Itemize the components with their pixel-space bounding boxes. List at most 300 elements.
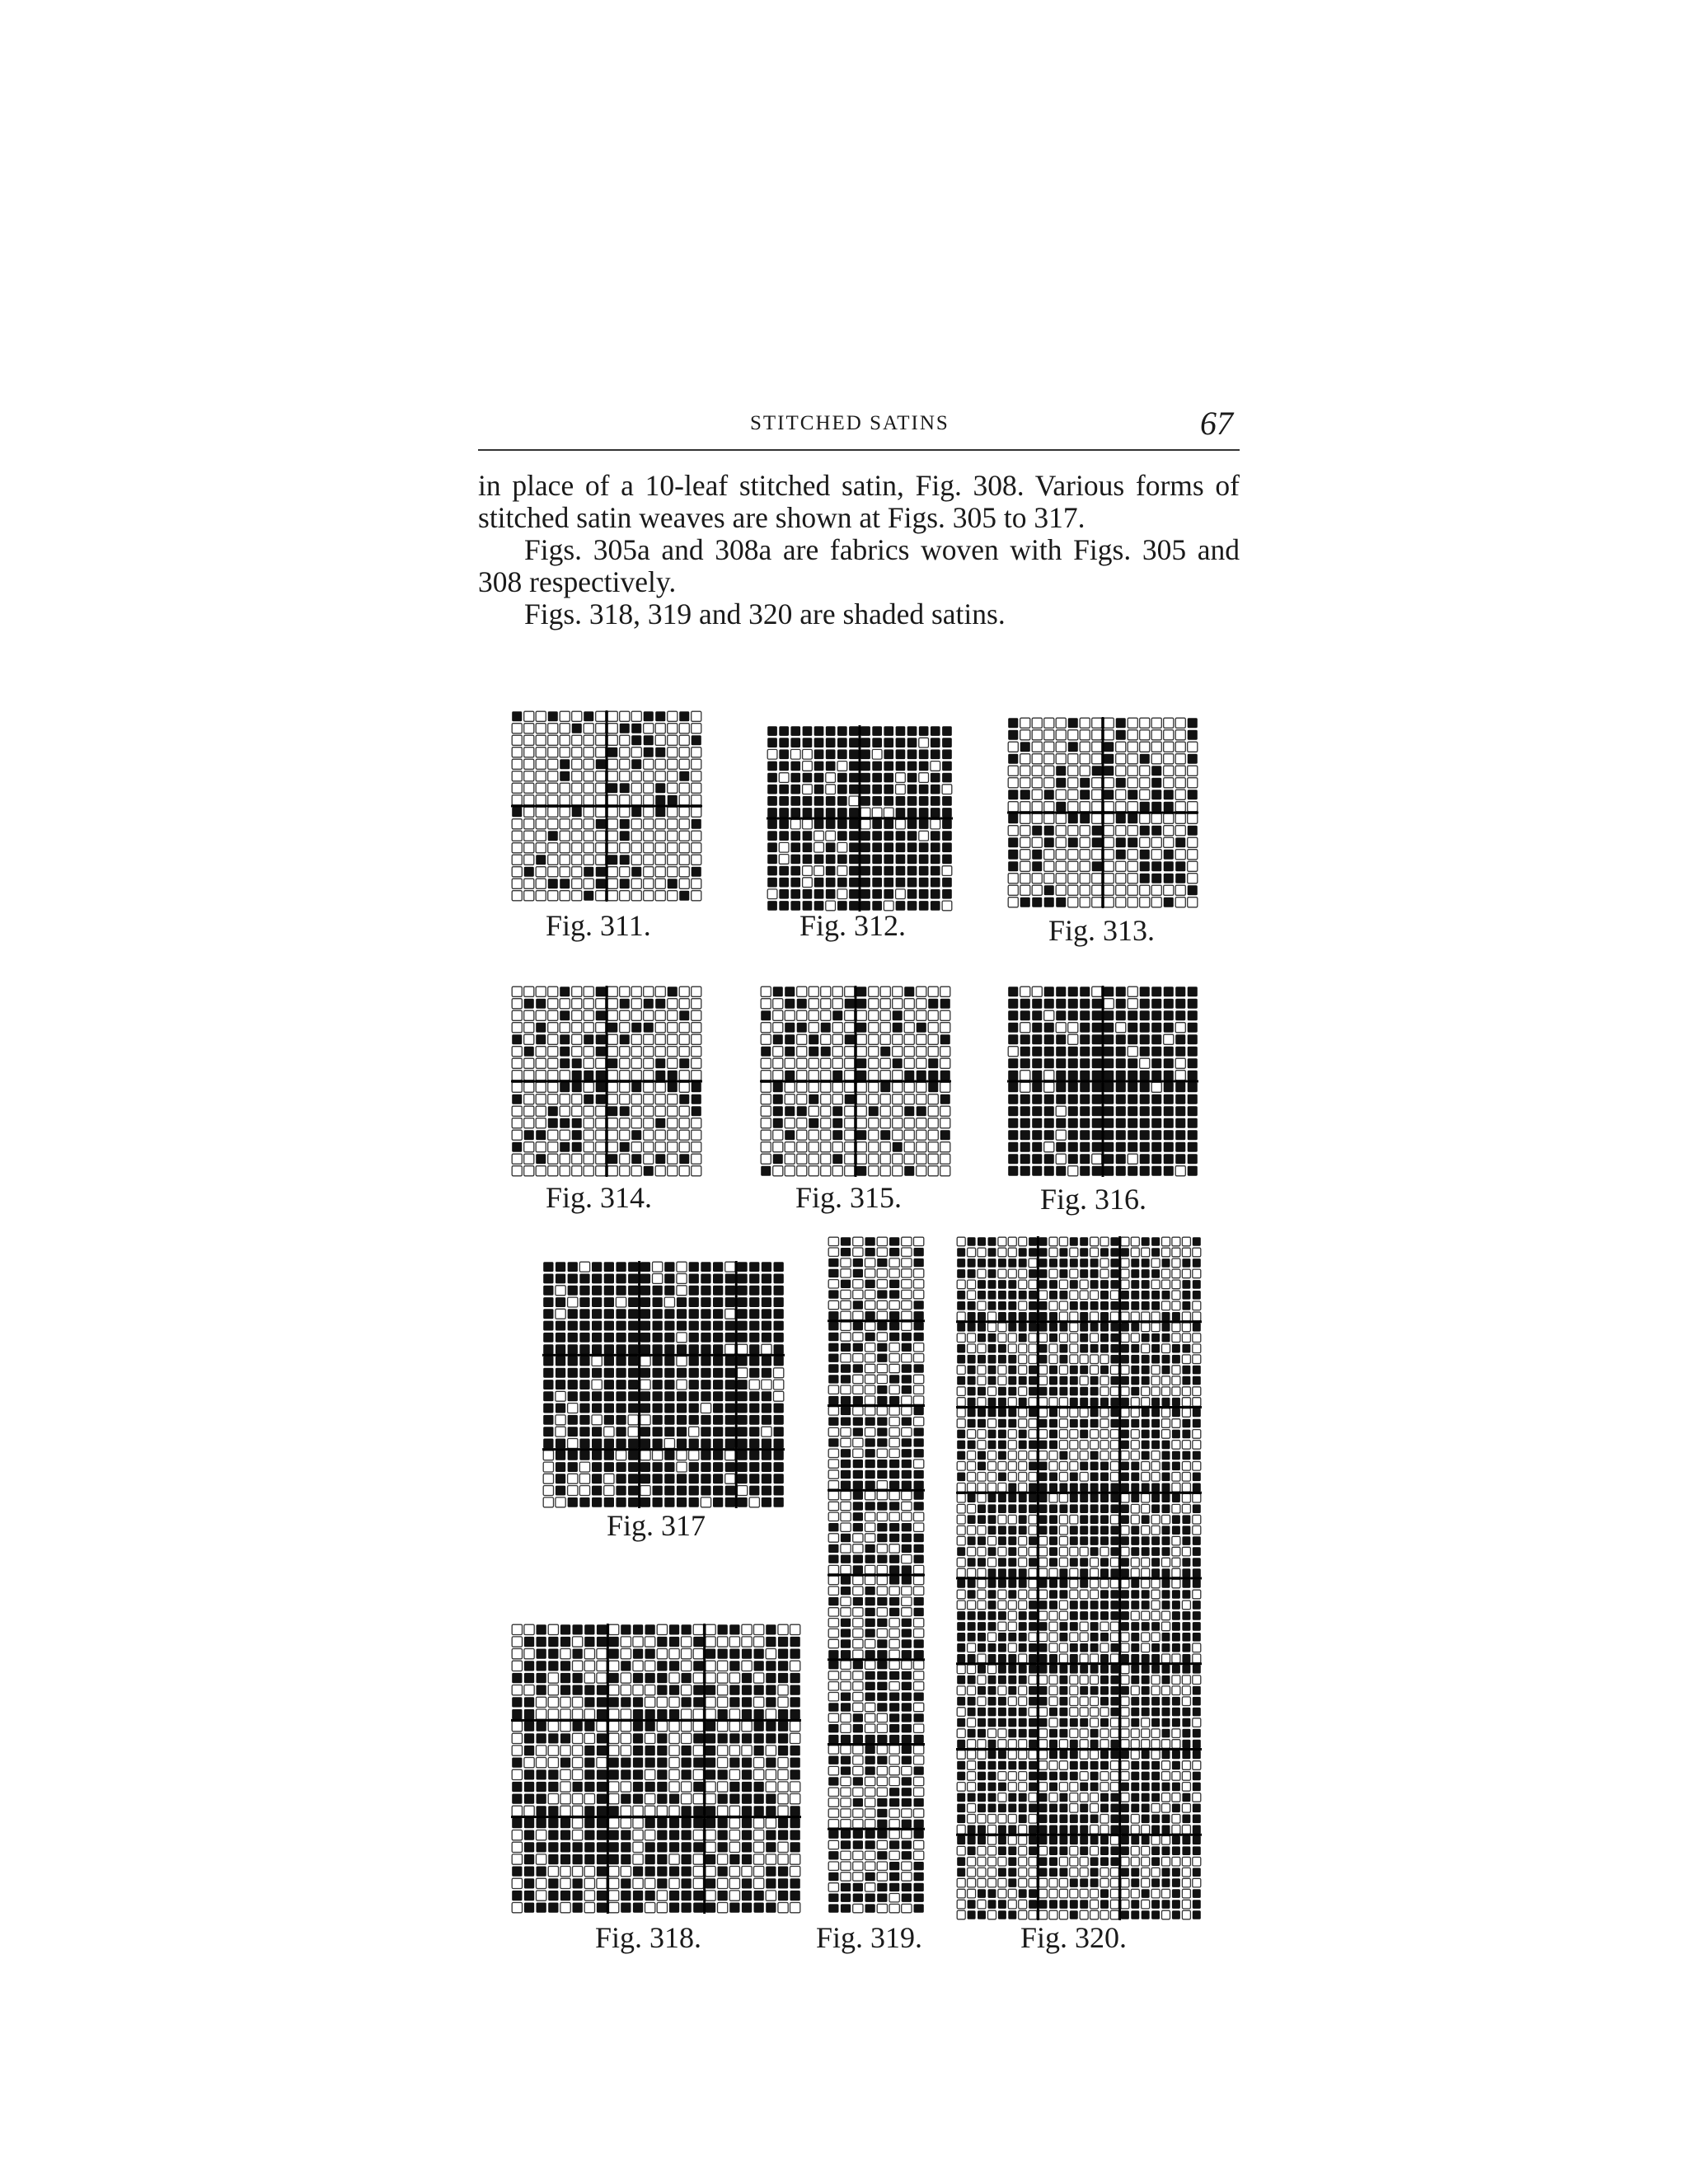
empty-cell bbox=[1049, 1493, 1057, 1502]
filled-cell bbox=[865, 1671, 875, 1680]
filled-cell bbox=[693, 1782, 703, 1792]
empty-cell bbox=[1172, 1473, 1180, 1482]
empty-cell bbox=[572, 711, 582, 721]
empty-cell bbox=[655, 724, 665, 733]
filled-cell bbox=[957, 1740, 965, 1749]
empty-cell bbox=[790, 819, 800, 829]
filled-cell bbox=[1110, 1815, 1118, 1824]
filled-cell bbox=[762, 1333, 771, 1343]
empty-cell bbox=[865, 1809, 875, 1817]
empty-cell bbox=[604, 1474, 614, 1483]
filled-cell bbox=[762, 1286, 771, 1296]
empty-cell bbox=[1070, 1291, 1078, 1300]
empty-cell bbox=[821, 1130, 831, 1140]
empty-cell bbox=[572, 1023, 582, 1033]
empty-cell bbox=[1080, 1291, 1088, 1300]
filled-cell bbox=[1131, 1665, 1139, 1674]
filled-cell bbox=[865, 1735, 875, 1743]
empty-cell bbox=[968, 1718, 976, 1727]
filled-cell bbox=[1059, 1697, 1067, 1706]
filled-cell bbox=[914, 1470, 924, 1479]
empty-cell bbox=[1142, 1504, 1150, 1513]
empty-cell bbox=[1080, 826, 1090, 836]
filled-cell bbox=[560, 1854, 570, 1864]
empty-cell bbox=[778, 1624, 788, 1634]
empty-cell bbox=[778, 1854, 788, 1864]
filled-cell bbox=[828, 1354, 838, 1362]
empty-cell bbox=[607, 724, 617, 733]
empty-cell bbox=[902, 1237, 912, 1245]
filled-cell bbox=[718, 1891, 728, 1900]
filled-cell bbox=[560, 1685, 570, 1695]
filled-cell bbox=[657, 1830, 667, 1840]
empty-cell bbox=[512, 735, 522, 745]
filled-cell bbox=[998, 1419, 1006, 1428]
empty-cell bbox=[1100, 1878, 1109, 1887]
empty-cell bbox=[880, 1023, 890, 1033]
filled-cell bbox=[931, 749, 940, 759]
empty-cell bbox=[978, 1248, 986, 1257]
filled-cell bbox=[889, 1703, 899, 1711]
empty-cell bbox=[1131, 1740, 1139, 1749]
filled-cell bbox=[1193, 1686, 1201, 1695]
empty-cell bbox=[524, 1154, 534, 1164]
filled-cell bbox=[664, 1486, 674, 1496]
filled-cell bbox=[826, 866, 836, 876]
filled-cell bbox=[841, 1703, 851, 1711]
empty-cell bbox=[609, 1733, 619, 1743]
empty-cell bbox=[919, 831, 929, 841]
filled-cell bbox=[1090, 1387, 1099, 1396]
empty-cell bbox=[853, 1693, 863, 1701]
filled-cell bbox=[737, 1451, 747, 1460]
filled-cell bbox=[1029, 1622, 1037, 1631]
filled-cell bbox=[1056, 1094, 1066, 1104]
filled-cell bbox=[790, 726, 800, 736]
empty-cell bbox=[845, 1047, 855, 1057]
filled-cell bbox=[754, 1794, 764, 1804]
filled-cell bbox=[1121, 1825, 1129, 1835]
empty-cell bbox=[512, 724, 522, 733]
filled-cell bbox=[664, 1415, 674, 1425]
filled-cell bbox=[537, 1794, 546, 1804]
empty-cell bbox=[1110, 1718, 1118, 1727]
empty-cell bbox=[536, 1058, 546, 1068]
empty-cell bbox=[620, 1047, 630, 1057]
filled-cell bbox=[779, 785, 789, 794]
empty-cell bbox=[809, 987, 818, 996]
empty-cell bbox=[718, 1806, 728, 1816]
filled-cell bbox=[1131, 1301, 1139, 1310]
empty-cell bbox=[914, 1746, 924, 1754]
filled-cell bbox=[584, 1854, 594, 1864]
filled-cell bbox=[902, 1735, 912, 1743]
filled-cell bbox=[604, 1321, 614, 1331]
filled-cell bbox=[628, 1286, 638, 1296]
filled-cell bbox=[998, 1301, 1006, 1310]
filled-cell bbox=[664, 1357, 674, 1366]
empty-cell bbox=[778, 1903, 788, 1913]
filled-cell bbox=[1080, 1825, 1088, 1835]
filled-cell bbox=[1121, 1483, 1129, 1493]
filled-cell bbox=[978, 1462, 986, 1471]
filled-cell bbox=[1080, 1558, 1088, 1567]
filled-cell bbox=[828, 1375, 838, 1383]
filled-cell bbox=[1110, 1601, 1118, 1610]
empty-cell bbox=[1162, 1558, 1170, 1567]
empty-cell bbox=[1059, 1408, 1067, 1418]
empty-cell bbox=[607, 1082, 617, 1092]
empty-cell bbox=[1164, 885, 1174, 895]
filled-cell bbox=[907, 889, 917, 899]
filled-cell bbox=[841, 1449, 851, 1457]
empty-cell bbox=[1032, 742, 1042, 752]
empty-cell bbox=[914, 1619, 924, 1627]
empty-cell bbox=[512, 1769, 522, 1779]
filled-cell bbox=[573, 1854, 583, 1864]
filled-cell bbox=[621, 1903, 631, 1913]
empty-cell bbox=[1039, 1708, 1048, 1717]
empty-cell bbox=[1128, 874, 1137, 883]
filled-cell bbox=[1193, 1815, 1201, 1824]
filled-cell bbox=[609, 1769, 619, 1779]
filled-cell bbox=[664, 1344, 674, 1354]
filled-cell bbox=[1104, 1034, 1114, 1044]
filled-cell bbox=[856, 999, 866, 1009]
empty-cell bbox=[877, 1449, 887, 1457]
empty-cell bbox=[548, 1047, 558, 1057]
empty-cell bbox=[1008, 1697, 1016, 1706]
empty-cell bbox=[914, 1354, 924, 1362]
empty-cell bbox=[644, 1118, 654, 1128]
empty-cell bbox=[556, 1286, 565, 1296]
empty-cell bbox=[914, 1396, 924, 1404]
filled-cell bbox=[957, 1441, 965, 1450]
filled-cell bbox=[914, 1820, 924, 1828]
empty-cell bbox=[790, 1722, 800, 1732]
empty-cell bbox=[1104, 885, 1114, 895]
filled-cell bbox=[729, 1758, 739, 1768]
empty-cell bbox=[828, 1671, 838, 1680]
empty-cell bbox=[706, 1661, 715, 1671]
empty-cell bbox=[869, 999, 879, 1009]
filled-cell bbox=[597, 1685, 607, 1695]
filled-cell bbox=[1049, 1579, 1057, 1588]
filled-cell bbox=[828, 1322, 838, 1330]
empty-cell bbox=[754, 1878, 764, 1888]
filled-cell bbox=[1092, 1166, 1102, 1176]
empty-cell bbox=[592, 1357, 602, 1366]
filled-cell bbox=[1182, 1622, 1190, 1631]
empty-cell bbox=[584, 1878, 594, 1888]
empty-cell bbox=[877, 1565, 887, 1573]
filled-cell bbox=[872, 726, 882, 736]
empty-cell bbox=[1029, 1526, 1037, 1535]
filled-cell bbox=[849, 855, 859, 865]
filled-cell bbox=[826, 842, 836, 852]
filled-cell bbox=[1019, 1633, 1027, 1642]
empty-cell bbox=[1019, 1686, 1027, 1695]
empty-cell bbox=[1110, 1558, 1118, 1567]
filled-cell bbox=[1019, 1398, 1027, 1407]
filled-cell bbox=[907, 785, 917, 794]
empty-cell bbox=[1044, 1071, 1054, 1080]
empty-cell bbox=[572, 843, 582, 853]
filled-cell bbox=[609, 1806, 619, 1816]
empty-cell bbox=[548, 1023, 558, 1033]
filled-cell bbox=[853, 1894, 863, 1902]
empty-cell bbox=[914, 1756, 924, 1765]
filled-cell bbox=[1182, 1366, 1190, 1375]
empty-cell bbox=[1172, 1568, 1180, 1577]
filled-cell bbox=[692, 1106, 701, 1116]
filled-cell bbox=[968, 1910, 976, 1919]
empty-cell bbox=[845, 1154, 855, 1164]
filled-cell bbox=[1151, 1094, 1161, 1104]
empty-cell bbox=[902, 1766, 912, 1774]
filled-cell bbox=[978, 1633, 986, 1642]
empty-cell bbox=[669, 1673, 679, 1683]
empty-cell bbox=[1019, 1473, 1027, 1482]
filled-cell bbox=[1080, 1023, 1090, 1033]
empty-cell bbox=[869, 1010, 879, 1020]
filled-cell bbox=[668, 795, 678, 805]
empty-cell bbox=[620, 1071, 630, 1080]
filled-cell bbox=[572, 807, 582, 817]
filled-cell bbox=[767, 773, 777, 783]
filled-cell bbox=[1029, 1772, 1037, 1781]
filled-cell bbox=[749, 1297, 759, 1307]
filled-cell bbox=[1008, 1280, 1016, 1289]
filled-cell bbox=[902, 1470, 912, 1479]
filled-cell bbox=[865, 1470, 875, 1479]
filled-cell bbox=[584, 711, 593, 721]
empty-cell bbox=[889, 1756, 899, 1765]
filled-cell bbox=[725, 1297, 735, 1307]
filled-cell bbox=[616, 1368, 626, 1378]
filled-cell bbox=[592, 1391, 602, 1401]
empty-cell bbox=[1164, 730, 1174, 740]
empty-cell bbox=[572, 1154, 582, 1164]
filled-cell bbox=[762, 1462, 771, 1472]
filled-cell bbox=[689, 1380, 699, 1390]
filled-cell bbox=[573, 1624, 583, 1634]
filled-cell bbox=[968, 1675, 976, 1685]
filled-cell bbox=[584, 1758, 594, 1768]
filled-cell bbox=[902, 1343, 912, 1352]
filled-cell bbox=[592, 1262, 602, 1272]
empty-cell bbox=[572, 735, 582, 745]
filled-cell bbox=[725, 1415, 735, 1425]
empty-cell bbox=[1070, 1579, 1078, 1588]
empty-cell bbox=[1008, 1515, 1016, 1524]
empty-cell bbox=[978, 1301, 986, 1310]
empty-cell bbox=[1019, 1878, 1027, 1887]
empty-cell bbox=[865, 1777, 875, 1785]
empty-cell bbox=[655, 1047, 665, 1057]
filled-cell bbox=[664, 1427, 674, 1436]
filled-cell bbox=[1116, 1034, 1126, 1044]
empty-cell bbox=[1059, 1398, 1067, 1407]
filled-cell bbox=[568, 1415, 578, 1425]
filled-cell bbox=[1080, 1900, 1088, 1909]
filled-cell bbox=[762, 1404, 771, 1413]
empty-cell bbox=[877, 1724, 887, 1732]
fig-319 bbox=[828, 1236, 925, 1914]
empty-cell bbox=[512, 759, 522, 769]
filled-cell bbox=[914, 1301, 924, 1309]
empty-cell bbox=[1100, 1772, 1109, 1781]
empty-cell bbox=[968, 1504, 976, 1513]
empty-cell bbox=[1039, 1729, 1048, 1738]
empty-cell bbox=[1121, 1729, 1129, 1738]
filled-cell bbox=[1092, 837, 1102, 847]
empty-cell bbox=[1059, 1889, 1067, 1898]
filled-cell bbox=[872, 796, 882, 806]
empty-cell bbox=[998, 1515, 1006, 1524]
empty-cell bbox=[828, 1534, 838, 1542]
filled-cell bbox=[978, 1761, 986, 1770]
filled-cell bbox=[877, 1354, 887, 1362]
filled-cell bbox=[621, 1842, 631, 1852]
filled-cell bbox=[845, 1094, 855, 1104]
empty-cell bbox=[1193, 1355, 1201, 1364]
empty-cell bbox=[931, 819, 940, 829]
fig-317 bbox=[542, 1261, 785, 1508]
filled-cell bbox=[1029, 1493, 1037, 1502]
filled-cell bbox=[754, 1722, 764, 1732]
empty-cell bbox=[1092, 898, 1102, 907]
filled-cell bbox=[1182, 1451, 1190, 1460]
empty-cell bbox=[968, 1526, 976, 1535]
empty-cell bbox=[1140, 790, 1150, 799]
filled-cell bbox=[1142, 1665, 1150, 1674]
filled-cell bbox=[1182, 1258, 1190, 1268]
filled-cell bbox=[853, 1555, 863, 1563]
empty-cell bbox=[978, 1601, 986, 1610]
filled-cell bbox=[877, 1735, 887, 1743]
filled-cell bbox=[584, 1769, 594, 1779]
filled-cell bbox=[1019, 1622, 1027, 1631]
empty-cell bbox=[869, 1058, 879, 1068]
filled-cell bbox=[1059, 1868, 1067, 1877]
filled-cell bbox=[1131, 1547, 1139, 1556]
filled-cell bbox=[914, 1555, 924, 1563]
filled-cell bbox=[689, 1415, 699, 1425]
filled-cell bbox=[853, 1396, 863, 1404]
empty-cell bbox=[904, 1082, 914, 1092]
filled-cell bbox=[1008, 813, 1018, 823]
filled-cell bbox=[620, 1106, 630, 1116]
filled-cell bbox=[889, 1671, 899, 1680]
empty-cell bbox=[797, 1130, 807, 1140]
filled-cell bbox=[1131, 1291, 1139, 1300]
empty-cell bbox=[803, 785, 813, 794]
empty-cell bbox=[1032, 813, 1042, 823]
empty-cell bbox=[889, 1851, 899, 1859]
filled-cell bbox=[1068, 1058, 1078, 1068]
filled-cell bbox=[896, 866, 906, 876]
empty-cell bbox=[560, 1794, 570, 1804]
empty-cell bbox=[761, 1130, 771, 1140]
filled-cell bbox=[609, 1758, 619, 1768]
empty-cell bbox=[596, 771, 606, 781]
filled-cell bbox=[1140, 1071, 1150, 1080]
filled-cell bbox=[1131, 1269, 1139, 1278]
empty-cell bbox=[679, 867, 689, 877]
empty-cell bbox=[889, 1650, 899, 1658]
empty-cell bbox=[790, 1854, 800, 1864]
filled-cell bbox=[1008, 850, 1018, 860]
filled-cell bbox=[560, 1891, 570, 1900]
filled-cell bbox=[1059, 1387, 1067, 1396]
filled-cell bbox=[919, 749, 929, 759]
empty-cell bbox=[1131, 1248, 1139, 1257]
filled-cell bbox=[537, 1782, 546, 1792]
filled-cell bbox=[853, 1830, 863, 1839]
empty-cell bbox=[832, 1082, 842, 1092]
filled-cell bbox=[568, 1497, 578, 1507]
filled-cell bbox=[1151, 1878, 1160, 1887]
filled-cell bbox=[837, 878, 847, 888]
filled-cell bbox=[1121, 1323, 1129, 1332]
filled-cell bbox=[701, 1321, 710, 1331]
empty-cell bbox=[1151, 1611, 1160, 1620]
empty-cell bbox=[1188, 874, 1198, 883]
filled-cell bbox=[790, 773, 800, 783]
empty-cell bbox=[902, 1407, 912, 1415]
empty-cell bbox=[841, 1809, 851, 1817]
filled-cell bbox=[572, 1071, 582, 1080]
filled-cell bbox=[1039, 1526, 1048, 1535]
empty-cell bbox=[620, 843, 630, 853]
empty-cell bbox=[821, 1082, 831, 1092]
filled-cell bbox=[877, 1343, 887, 1352]
empty-cell bbox=[631, 1166, 641, 1176]
empty-cell bbox=[1100, 1376, 1109, 1385]
filled-cell bbox=[1151, 1023, 1161, 1033]
filled-cell bbox=[1039, 1697, 1048, 1706]
filled-cell bbox=[653, 1486, 663, 1496]
empty-cell bbox=[1193, 1430, 1201, 1439]
empty-cell bbox=[809, 1082, 818, 1092]
empty-cell bbox=[548, 1685, 558, 1695]
filled-cell bbox=[1029, 1366, 1037, 1375]
filled-cell bbox=[653, 1380, 663, 1390]
filled-cell bbox=[988, 1611, 996, 1620]
empty-cell bbox=[968, 1462, 976, 1471]
filled-cell bbox=[877, 1418, 887, 1426]
filled-cell bbox=[1151, 1248, 1160, 1257]
filled-cell bbox=[1164, 999, 1174, 1009]
filled-cell bbox=[657, 1867, 667, 1877]
empty-cell bbox=[1039, 1590, 1048, 1599]
empty-cell bbox=[1020, 813, 1030, 823]
empty-cell bbox=[596, 807, 606, 817]
filled-cell bbox=[1068, 1010, 1078, 1020]
filled-cell bbox=[1019, 1675, 1027, 1685]
filled-cell bbox=[957, 1643, 965, 1652]
filled-cell bbox=[1008, 999, 1018, 1009]
empty-cell bbox=[865, 1375, 875, 1383]
filled-cell bbox=[931, 738, 940, 748]
empty-cell bbox=[512, 1154, 522, 1164]
filled-cell bbox=[853, 1512, 863, 1521]
empty-cell bbox=[1049, 1793, 1057, 1802]
filled-cell bbox=[640, 1474, 650, 1483]
filled-cell bbox=[902, 1840, 912, 1849]
filled-cell bbox=[998, 1836, 1006, 1845]
